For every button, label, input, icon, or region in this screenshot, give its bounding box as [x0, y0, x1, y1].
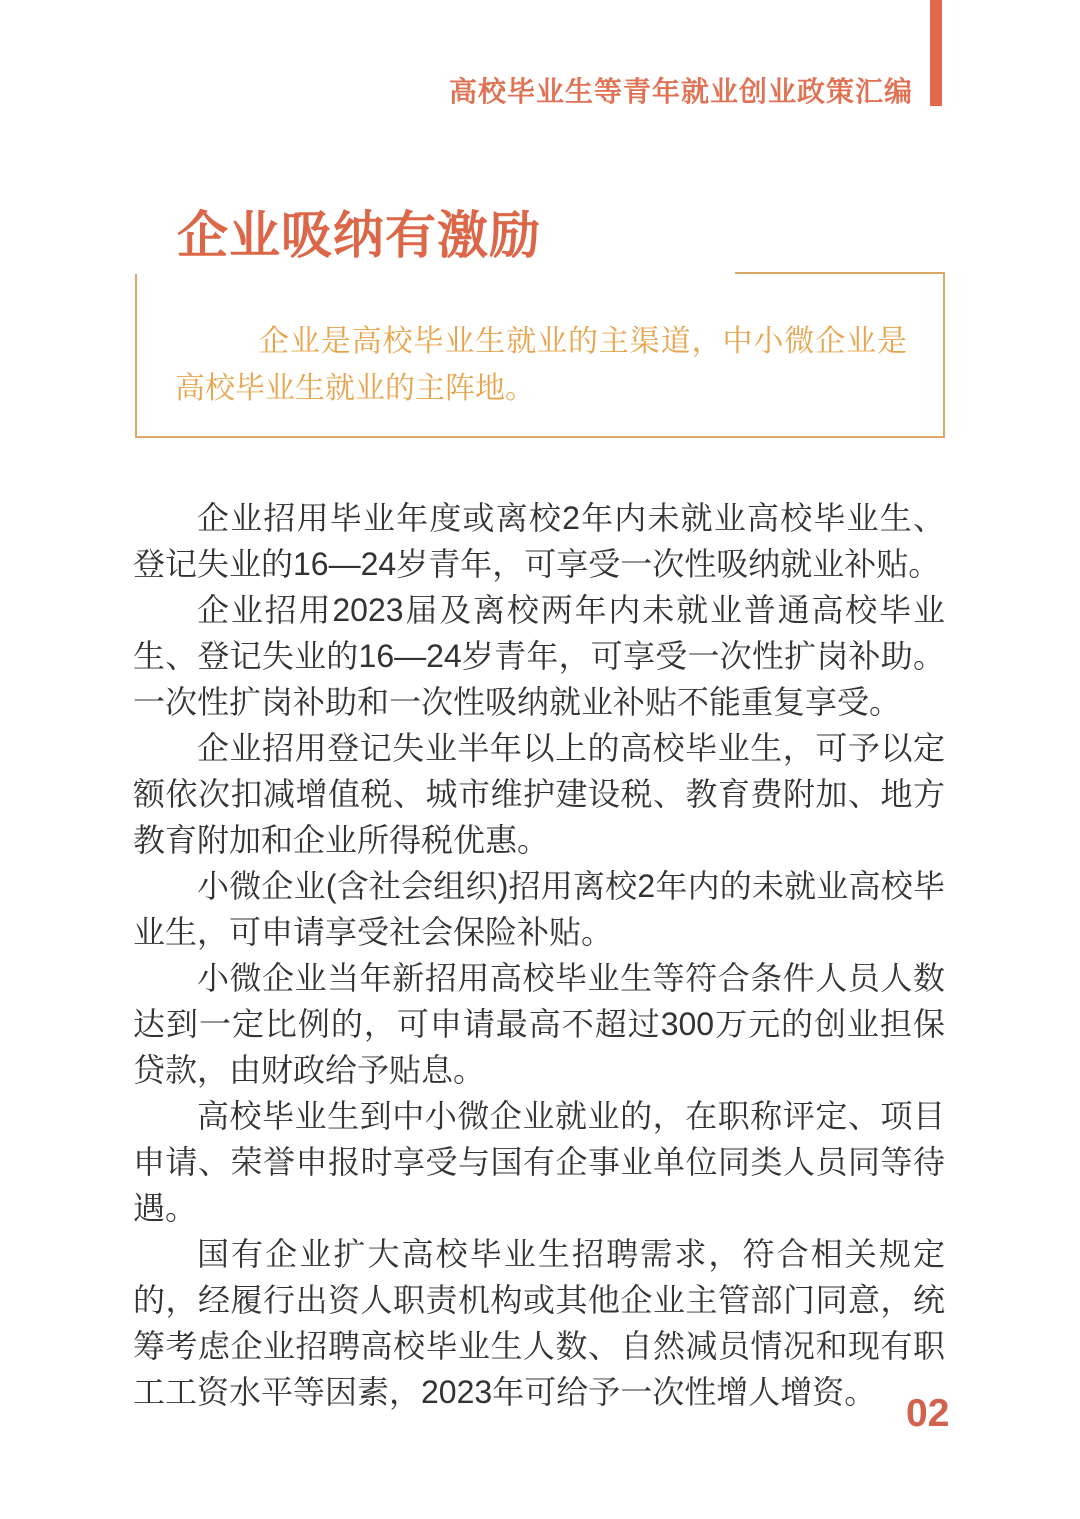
page-number: 02	[906, 1392, 950, 1435]
body-text-block	[133, 495, 945, 1415]
body-paragraph: 企业招用登记失业半年以上的高校毕业生，可予以定额依次扣减增值税、城市维护建设税、教育费附加、地方教育附加和企业所得税优惠。	[133, 730, 945, 858]
body-paragraph: 企业招用毕业年度或离校2年内未就业高校毕业生、登记失业的16—24岁青年，可享受一次性吸纳就业补贴。	[133, 500, 945, 582]
body-paragraph: 小微企业(含社会组织)招用离校2年内的未就业高校毕业生，可申请享受社会保险补贴。	[133, 868, 945, 950]
callout-top-border-segment	[735, 272, 945, 274]
body-paragraph: 高校毕业生到中小微企业就业的，在职称评定、项目申请、荣誉申报时享受与国有企事业单位同类人员同等待遇。	[133, 1098, 945, 1226]
callout-box	[135, 274, 945, 438]
body-paragraph: 企业招用2023届及离校两年内未就业普通高校毕业生、登记失业的16—24岁青年，可享受一次性扩岗补助。一次性扩岗补助和一次性吸纳就业补贴不能重复享受。	[133, 592, 945, 720]
body-paragraph: 国有企业扩大高校毕业生招聘需求，符合相关规定的，经履行出资人职责机构或其他企业主管部门同意，统筹考虑企业招聘高校毕业生人数、自然减员情况和现有职工工资水平等因素，2023年可给予一次性增人增资。	[133, 1236, 945, 1410]
body-paragraph: 小微企业当年新招用高校毕业生等符合条件人员人数达到一定比例的，可申请最高不超过300万元的创业担保贷款，由财政给予贴息。	[133, 960, 945, 1088]
document-header-title: 高校毕业生等青年就业创业政策汇编	[448, 76, 913, 107]
callout-text: 企业是高校毕业生就业的主渠道，中小微企业是高校毕业生就业的主阵地。	[175, 325, 907, 405]
section-title: 企业吸纳有激励	[177, 207, 542, 264]
header-accent-bar	[930, 0, 942, 106]
